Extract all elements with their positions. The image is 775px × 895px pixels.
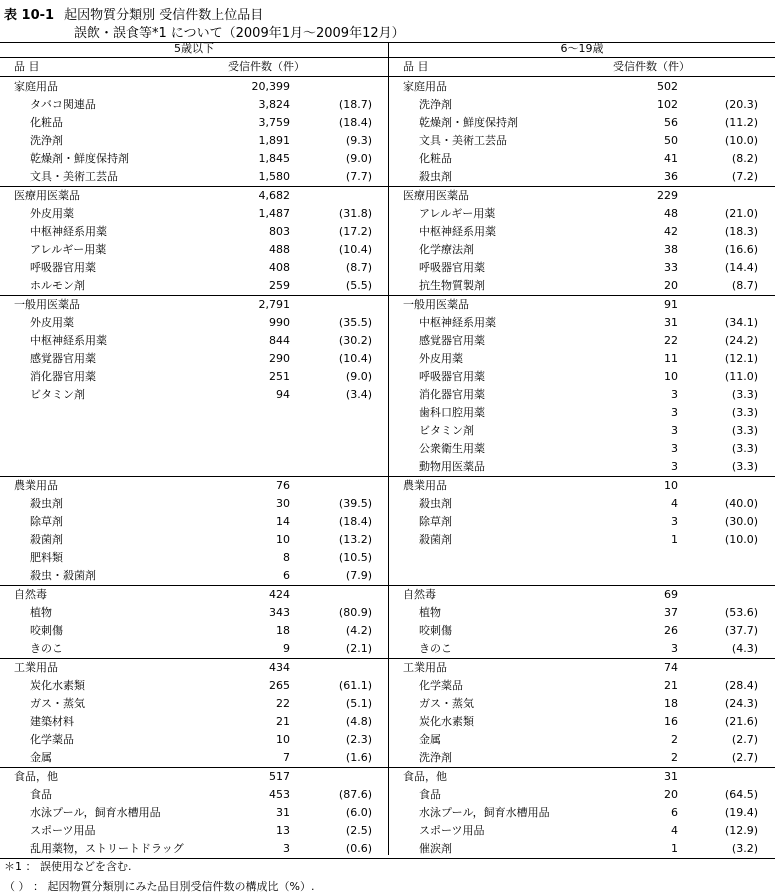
item-name: 文具・美術工芸品: [30, 170, 118, 183]
item-name: 化学薬品: [30, 733, 74, 746]
item-count: 16: [664, 715, 678, 728]
item-count: 36: [664, 170, 678, 183]
category-name: 医療用医薬品: [403, 189, 469, 202]
item-count: 2: [671, 733, 678, 746]
item-count: 265: [269, 679, 290, 692]
item-name: 水泳プール，飼育水槽用品: [419, 806, 550, 819]
item-count: 56: [664, 116, 678, 129]
item-count: 4: [671, 497, 678, 510]
item-pct: (35.5): [338, 316, 372, 329]
item-pct: (12.9): [724, 824, 758, 837]
item-name: 咬刺傷: [419, 624, 452, 637]
item-pct: (9.3): [345, 134, 372, 147]
item-name: 殺虫・殺菌剤: [30, 569, 96, 582]
category-name: 農業用品: [403, 479, 447, 492]
item-pct: (20.3): [724, 98, 758, 111]
item-count: 1: [671, 842, 678, 855]
item-name: 除草剤: [419, 515, 452, 528]
item-count: 408: [269, 261, 290, 274]
item-name: 呼吸器官用薬: [419, 370, 485, 383]
item-pct: (5.1): [345, 697, 372, 710]
item-count: 6: [283, 569, 290, 582]
item-count: 6: [671, 806, 678, 819]
category-name: 一般用医薬品: [403, 298, 469, 311]
item-name: ホルモン剤: [30, 279, 85, 292]
item-count: 343: [269, 606, 290, 619]
item-name: 食品: [30, 788, 52, 801]
item-name: 炭化水素類: [30, 679, 85, 692]
item-name: タバコ関連品: [30, 98, 96, 111]
item-count: 21: [664, 679, 678, 692]
item-pct: (7.9): [345, 569, 372, 582]
item-name: アレルギー用薬: [30, 243, 107, 256]
category-total: 69: [664, 588, 678, 601]
category-total: 10: [664, 479, 678, 492]
item-pct: (3.4): [345, 388, 372, 401]
category-total: 91: [664, 298, 678, 311]
item-name: 文具・美術工芸品: [419, 134, 507, 147]
item-name: 中枢神経系用薬: [30, 225, 107, 238]
item-count: 3: [671, 515, 678, 528]
item-count: 22: [664, 334, 678, 347]
item-name: ビタミン剤: [30, 388, 85, 401]
item-name: 外皮用薬: [419, 352, 463, 365]
item-count: 13: [276, 824, 290, 837]
item-count: 50: [664, 134, 678, 147]
item-pct: (13.2): [338, 533, 372, 546]
item-count: 102: [657, 98, 678, 111]
item-name: 肥料類: [30, 551, 63, 564]
item-name: ビタミン剤: [419, 424, 474, 437]
item-count: 20: [664, 788, 678, 801]
item-pct: (12.1): [724, 352, 758, 365]
item-count: 1,891: [258, 134, 290, 147]
item-count: 26: [664, 624, 678, 637]
item-name: スポーツ用品: [30, 824, 96, 837]
item-count: 1: [671, 533, 678, 546]
item-count: 453: [269, 788, 290, 801]
item-count: 1,580: [258, 170, 290, 183]
item-name: 殺虫剤: [30, 497, 63, 510]
item-pct: (4.2): [345, 624, 372, 637]
item-count: 2: [671, 751, 678, 764]
item-pct: (10.4): [338, 243, 372, 256]
item-name: 建築材料: [30, 715, 74, 728]
item-name: 歯科口腔用薬: [419, 406, 485, 419]
item-name: 消化器官用薬: [30, 370, 96, 383]
item-name: スポーツ用品: [419, 824, 485, 837]
item-count: 31: [276, 806, 290, 819]
item-pct: (24.3): [724, 697, 758, 710]
item-count: 844: [269, 334, 290, 347]
column-divider: [388, 42, 389, 855]
item-name: 中枢神経系用薬: [419, 316, 496, 329]
item-pct: (0.6): [345, 842, 372, 855]
item-header-right: 品 目: [403, 60, 429, 73]
item-count: 1,845: [258, 152, 290, 165]
category-name: 自然毒: [403, 588, 436, 601]
item-pct: (21.0): [724, 207, 758, 220]
item-count: 18: [664, 697, 678, 710]
item-pct: (2.7): [731, 733, 758, 746]
item-count: 21: [276, 715, 290, 728]
item-pct: (14.4): [724, 261, 758, 274]
item-pct: (9.0): [345, 370, 372, 383]
category-name: 一般用医薬品: [14, 298, 80, 311]
item-count: 4: [671, 824, 678, 837]
table-title-text: 起因物質分類別 受信件数上位品目: [64, 8, 264, 23]
item-pct: (2.3): [345, 733, 372, 746]
item-pct: (3.3): [731, 388, 758, 401]
item-count: 42: [664, 225, 678, 238]
item-count: 10: [276, 733, 290, 746]
category-total: 229: [657, 189, 678, 202]
item-count: 3: [671, 642, 678, 655]
item-count: 18: [276, 624, 290, 637]
item-name: 殺虫剤: [419, 170, 452, 183]
item-count: 31: [664, 316, 678, 329]
category-name: 農業用品: [14, 479, 58, 492]
item-count: 3: [671, 388, 678, 401]
category-name: 家庭用品: [403, 80, 447, 93]
item-pct: (18.4): [338, 116, 372, 129]
item-pct: (64.5): [724, 788, 758, 801]
category-total: 424: [269, 588, 290, 601]
item-count: 30: [276, 497, 290, 510]
item-count: 10: [276, 533, 290, 546]
item-pct: (3.3): [731, 460, 758, 473]
category-total: 434: [269, 661, 290, 674]
item-pct: (31.8): [338, 207, 372, 220]
item-name: 洗浄剤: [30, 134, 63, 147]
item-pct: (10.0): [724, 533, 758, 546]
item-pct: (87.6): [338, 788, 372, 801]
item-name: 公衆衛生用薬: [419, 442, 485, 455]
table-subtitle: 誤飲・誤食等*1 について（2009年1月～2009年12月）: [74, 26, 405, 41]
item-name: きのこ: [30, 642, 63, 655]
category-total: 20,399: [251, 80, 290, 93]
category-name: 医療用医薬品: [14, 189, 80, 202]
item-pct: (17.2): [338, 225, 372, 238]
item-name: ガス・蒸気: [419, 697, 474, 710]
item-count: 94: [276, 388, 290, 401]
item-pct: (11.0): [724, 370, 758, 383]
footnote-1: ＊1 ： 誤使用などを含む.: [4, 860, 132, 873]
item-name: 殺菌剤: [30, 533, 63, 546]
item-pct: (53.6): [724, 606, 758, 619]
item-name: 催涙剤: [419, 842, 452, 855]
item-name: 感覚器官用薬: [419, 334, 485, 347]
item-name: 殺虫剤: [419, 497, 452, 510]
item-pct: (11.2): [724, 116, 758, 129]
item-pct: (24.2): [724, 334, 758, 347]
item-name: 炭化水素類: [419, 715, 474, 728]
item-name: 植物: [30, 606, 52, 619]
item-pct: (7.2): [731, 170, 758, 183]
item-count: 259: [269, 279, 290, 292]
item-name: 金属: [419, 733, 441, 746]
item-count: 3: [671, 424, 678, 437]
item-pct: (3.3): [731, 406, 758, 419]
item-pct: (4.3): [731, 642, 758, 655]
item-name: きのこ: [419, 642, 452, 655]
item-pct: (3.3): [731, 424, 758, 437]
item-name: 洗浄剤: [419, 751, 452, 764]
item-name: 呼吸器官用薬: [419, 261, 485, 274]
item-count: 3,824: [258, 98, 290, 111]
item-count: 3: [671, 442, 678, 455]
item-name: 水泳プール，飼育水槽用品: [30, 806, 161, 819]
item-count: 10: [664, 370, 678, 383]
item-pct: (3.2): [731, 842, 758, 855]
group-header-left: 5歳以下: [174, 42, 214, 55]
item-count: 22: [276, 697, 290, 710]
category-total: 31: [664, 770, 678, 783]
item-pct: (9.0): [345, 152, 372, 165]
item-pct: (2.5): [345, 824, 372, 837]
item-count: 3: [671, 406, 678, 419]
item-name: アレルギー用薬: [419, 207, 496, 220]
item-name: 金属: [30, 751, 52, 764]
item-pct: (5.5): [345, 279, 372, 292]
item-name: 中枢神経系用薬: [419, 225, 496, 238]
item-pct: (8.2): [731, 152, 758, 165]
item-count: 41: [664, 152, 678, 165]
item-count: 990: [269, 316, 290, 329]
item-count: 14: [276, 515, 290, 528]
item-pct: (3.3): [731, 442, 758, 455]
item-count: 251: [269, 370, 290, 383]
item-pct: (18.7): [338, 98, 372, 111]
category-total: 2,791: [258, 298, 290, 311]
item-name: 殺菌剤: [419, 533, 452, 546]
item-count: 37: [664, 606, 678, 619]
item-pct: (4.8): [345, 715, 372, 728]
item-pct: (28.4): [724, 679, 758, 692]
item-pct: (7.7): [345, 170, 372, 183]
item-pct: (80.9): [338, 606, 372, 619]
item-pct: (10.0): [724, 134, 758, 147]
category-total: 4,682: [258, 189, 290, 202]
item-name: 消化器官用薬: [419, 388, 485, 401]
item-pct: (10.5): [338, 551, 372, 564]
item-pct: (19.4): [724, 806, 758, 819]
item-count: 1,487: [258, 207, 290, 220]
item-count: 3,759: [258, 116, 290, 129]
item-pct: (1.6): [345, 751, 372, 764]
item-name: ガス・蒸気: [30, 697, 85, 710]
group-header-right: 6～19歳: [560, 42, 604, 55]
item-name: 呼吸器官用薬: [30, 261, 96, 274]
item-name: 感覚器官用薬: [30, 352, 96, 365]
item-name: 化学療法剤: [419, 243, 474, 256]
item-count: 38: [664, 243, 678, 256]
item-name: 中枢神経系用薬: [30, 334, 107, 347]
item-pct: (18.3): [724, 225, 758, 238]
item-pct: (18.4): [338, 515, 372, 528]
item-count: 488: [269, 243, 290, 256]
category-total: 502: [657, 80, 678, 93]
count-header-left: 受信件数（件）: [228, 60, 305, 73]
item-count: 11: [664, 352, 678, 365]
category-name: 家庭用品: [14, 80, 58, 93]
item-name: 乾燥剤・鮮度保持剤: [419, 116, 518, 129]
item-pct: (37.7): [724, 624, 758, 637]
table-title: [4, 4, 263, 23]
item-count: 20: [664, 279, 678, 292]
item-count: 8: [283, 551, 290, 564]
item-pct: (30.2): [338, 334, 372, 347]
item-name: 化粧品: [30, 116, 63, 129]
item-name: 乱用薬物，ストリートドラッグ: [30, 842, 184, 855]
item-pct: (34.1): [724, 316, 758, 329]
item-pct: (39.5): [338, 497, 372, 510]
category-name: 食品，他: [403, 770, 447, 783]
item-name: 化学薬品: [419, 679, 463, 692]
category-name: 自然毒: [14, 588, 47, 601]
item-name: 乾燥剤・鮮度保持剤: [30, 152, 129, 165]
item-count: 3: [283, 842, 290, 855]
item-count: 33: [664, 261, 678, 274]
category-name: 食品，他: [14, 770, 58, 783]
item-pct: (2.1): [345, 642, 372, 655]
item-pct: (8.7): [345, 261, 372, 274]
item-name: 洗浄剤: [419, 98, 452, 111]
footnote-2: （ ） ： 起因物質分類別にみた品目別受信件数の構成比（%）.: [4, 880, 315, 893]
item-name: 食品: [419, 788, 441, 801]
item-name: 抗生物質製剤: [419, 279, 485, 292]
item-name: 動物用医薬品: [419, 460, 485, 473]
item-count: 803: [269, 225, 290, 238]
category-total: 76: [276, 479, 290, 492]
item-count: 3: [671, 460, 678, 473]
item-name: 外皮用薬: [30, 207, 74, 220]
item-pct: (61.1): [338, 679, 372, 692]
category-name: 工業用品: [403, 661, 447, 674]
item-pct: (8.7): [731, 279, 758, 292]
item-name: 除草剤: [30, 515, 63, 528]
count-header-right: 受信件数（件）: [613, 60, 690, 73]
item-count: 9: [283, 642, 290, 655]
item-name: 外皮用薬: [30, 316, 74, 329]
category-name: 工業用品: [14, 661, 58, 674]
item-count: 7: [283, 751, 290, 764]
item-pct: (16.6): [724, 243, 758, 256]
item-name: 化粧品: [419, 152, 452, 165]
item-pct: (6.0): [345, 806, 372, 819]
item-pct: (30.0): [724, 515, 758, 528]
item-pct: (10.4): [338, 352, 372, 365]
item-count: 290: [269, 352, 290, 365]
item-name: 咬刺傷: [30, 624, 63, 637]
item-pct: (40.0): [724, 497, 758, 510]
item-header-left: 品 目: [14, 60, 40, 73]
item-pct: (21.6): [724, 715, 758, 728]
category-total: 517: [269, 770, 290, 783]
item-count: 48: [664, 207, 678, 220]
category-total: 74: [664, 661, 678, 674]
item-name: 植物: [419, 606, 441, 619]
item-pct: (2.7): [731, 751, 758, 764]
table-number: 表 10-1: [4, 8, 55, 23]
